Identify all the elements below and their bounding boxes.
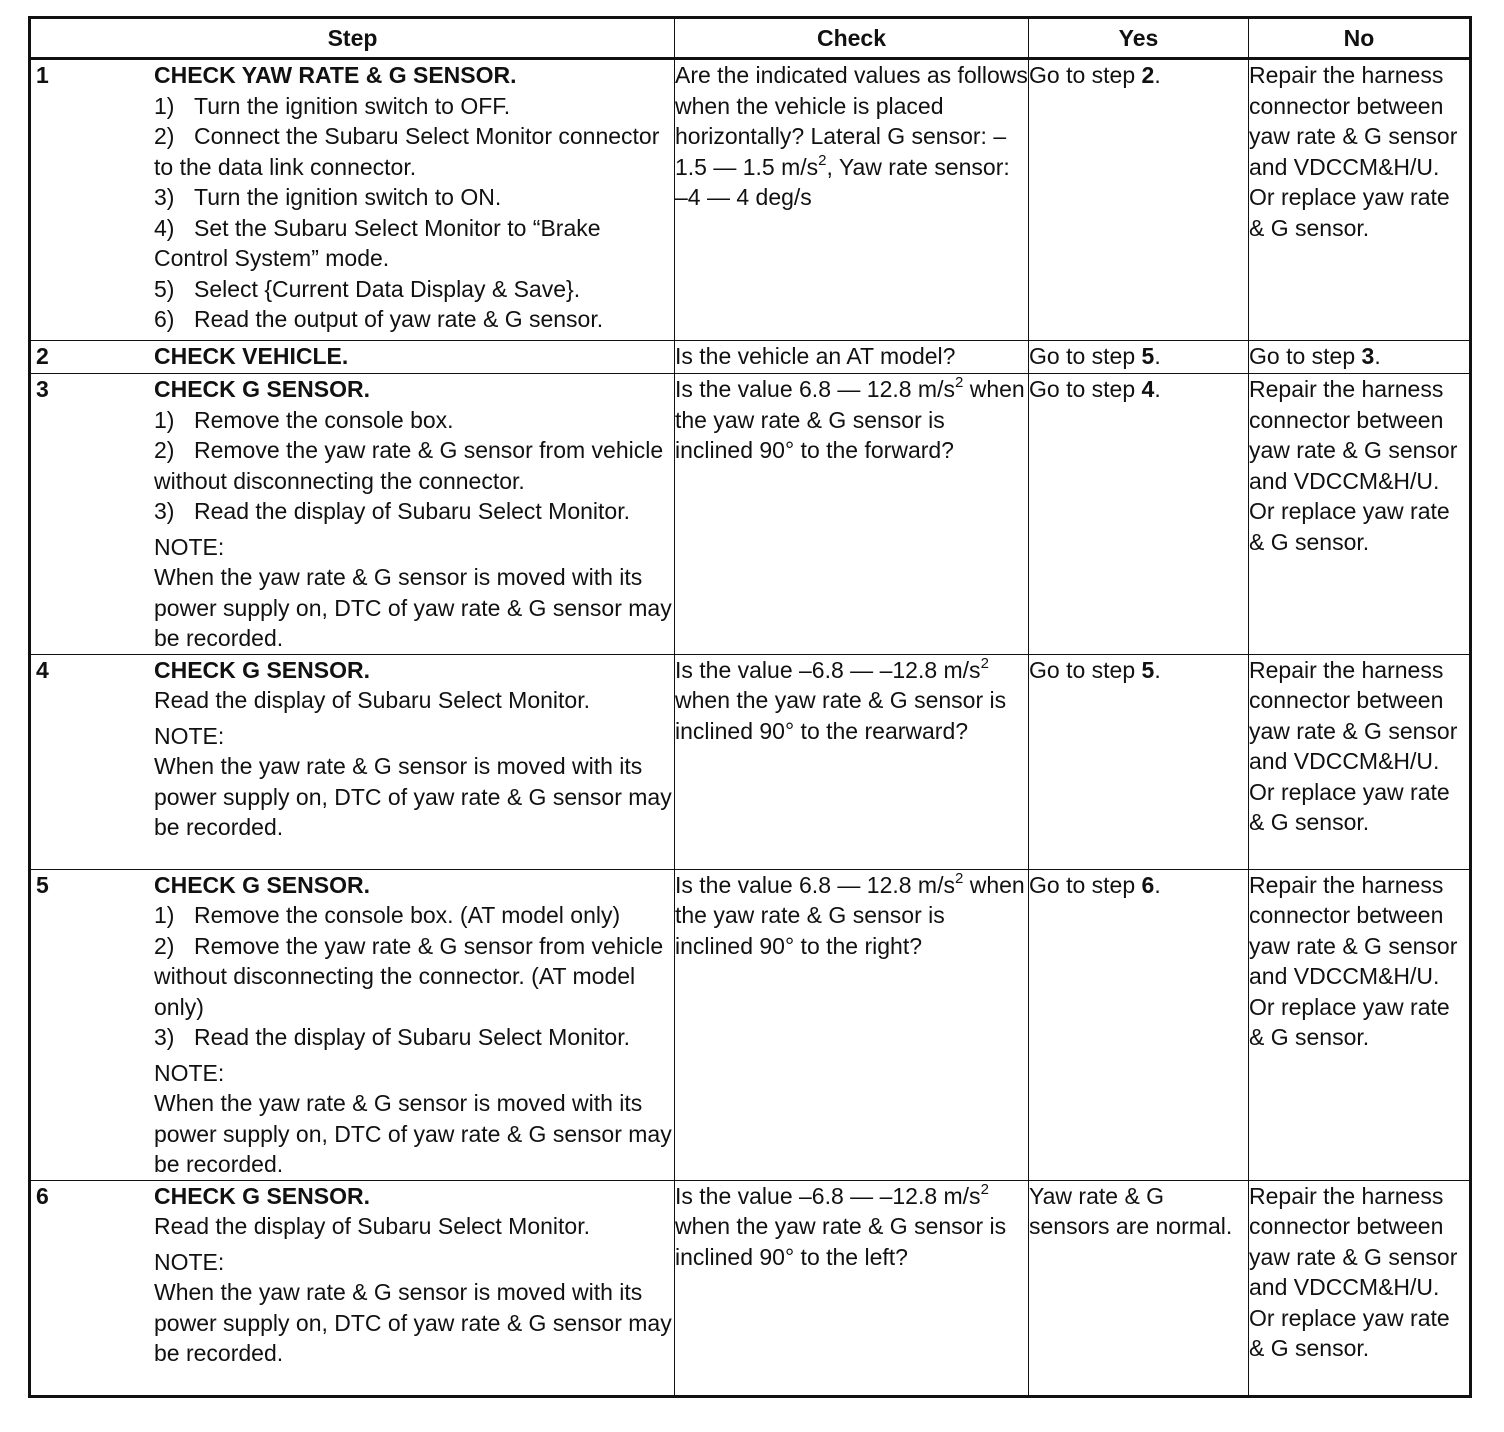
substep-text: Remove the yaw rate & G sensor from vehicle without disconnecting the connector. — [154, 437, 664, 494]
yes-cell — [1029, 341, 1249, 374]
substep-text: Set the Subaru Select Monitor to “Brake Control System” mode. — [154, 214, 601, 271]
no-cell: Repair the harness connector between yaw rate & G sensor and VDCCM&H/U. Or replace yaw rate & G sensor. — [1249, 654, 1471, 869]
substep — [154, 900, 674, 931]
substep-number: 1) — [154, 406, 175, 433]
step-instruction: Read the display of Subaru Select Monitor. — [154, 1213, 590, 1239]
substep-text: Turn the ignition switch to OFF. — [194, 92, 511, 119]
no-cell: Repair the harness connector between yaw rate & G sensor and VDCCM&H/U. Or replace yaw rate & G sensor. — [1249, 869, 1471, 1180]
step-title: CHECK G SENSOR. — [154, 656, 370, 683]
yes-suffix: . — [1154, 656, 1161, 683]
substep-text: Remove the yaw rate & G sensor from vehicle without disconnecting the connector. (AT model only) — [154, 932, 664, 1020]
check-cell — [675, 1180, 1029, 1396]
substep-number: 4) — [154, 214, 175, 241]
unit-superscript: 2 — [954, 374, 964, 391]
substep — [154, 91, 674, 122]
check-text: Is the value –6.8 — –12.8 m/s — [675, 1182, 981, 1209]
substep-number: 1) — [154, 902, 175, 928]
no-suffix: . — [1374, 343, 1381, 369]
table-row — [30, 869, 1471, 1180]
table-header-row — [30, 18, 1471, 59]
header-step: Step — [30, 18, 675, 59]
step-number: 1 — [36, 62, 49, 88]
substep-number: 3) — [154, 498, 175, 524]
header-no: No — [1249, 18, 1471, 59]
check-cell — [675, 654, 1029, 869]
step-cell — [30, 1180, 675, 1396]
step-cell — [30, 374, 675, 655]
substep — [154, 435, 674, 496]
no-cell: Repair the harness connector between yaw rate & G sensor and VDCCM&H/U. Or replace yaw rate & G sensor. — [1249, 374, 1471, 655]
step-number: 3 — [36, 376, 49, 402]
yes-cell — [1029, 374, 1249, 655]
step-title: CHECK G SENSOR. — [154, 376, 370, 402]
note-text: When the yaw rate & G sensor is moved with its power supply on, DTC of yaw rate & G sensor may be recorded. — [154, 753, 672, 840]
yes-suffix: . — [1154, 62, 1161, 88]
check-text: Is the value 6.8 — 12.8 m/s — [675, 871, 955, 898]
yes-cell — [1029, 59, 1249, 341]
no-cell: Repair the harness connector between yaw rate & G sensor and VDCCM&H/U. Or replace yaw rate & G sensor. — [1249, 1180, 1471, 1396]
substep — [154, 496, 674, 527]
no-step-ref: 3 — [1361, 343, 1375, 369]
yes-suffix: . — [1154, 376, 1161, 402]
substep-number: 1) — [154, 92, 175, 119]
substep-text: Turn the ignition switch to ON. — [194, 184, 502, 210]
table-row — [30, 1180, 1471, 1396]
note-text: When the yaw rate & G sensor is moved with its power supply on, DTC of yaw rate & G sensor may be recorded. — [154, 1279, 672, 1366]
substep — [154, 304, 674, 335]
no-cell: Repair the harness connector between yaw rate & G sensor and VDCCM&H/U. Or replace yaw rate & G sensor. — [1249, 59, 1471, 341]
step-title: CHECK G SENSOR. — [154, 871, 370, 898]
substep-text: Connect the Subaru Select Monitor connector to the data link connector. — [154, 123, 660, 180]
step-title: CHECK YAW RATE & G SENSOR. — [154, 62, 517, 88]
yes-text: Go to step — [1029, 656, 1142, 683]
table-row — [30, 374, 1471, 655]
substep-number: 5) — [154, 275, 175, 302]
check-text-cont: , Yaw rate sensor: –4 — 4 deg/s — [675, 153, 1010, 210]
substep-number: 2) — [154, 123, 175, 149]
substep-number: 6) — [154, 306, 175, 332]
check-cell: Is the vehicle an AT model? — [675, 341, 1029, 374]
check-text-cont: when the yaw rate & G sensor is inclined 90° to the forward? — [675, 376, 1025, 463]
step-number: 4 — [36, 656, 49, 683]
substep-number: 3) — [154, 184, 175, 210]
substep — [154, 931, 674, 1023]
step-cell — [30, 59, 675, 341]
yes-suffix: . — [1154, 343, 1161, 369]
check-text: Is the value –6.8 — –12.8 m/s — [675, 656, 981, 683]
yes-step-ref: 4 — [1141, 376, 1155, 402]
note-label: NOTE: — [154, 1059, 225, 1086]
table-row — [30, 654, 1471, 869]
check-text-cont: when the yaw rate & G sensor is inclined 90° to the right? — [675, 871, 1025, 959]
note-text: When the yaw rate & G sensor is moved with its power supply on, DTC of yaw rate & G sensor may be recorded. — [154, 1090, 672, 1177]
step-instruction: Read the display of Subaru Select Monitor. — [154, 687, 590, 713]
diagnostic-table — [28, 16, 1472, 1398]
yes-text: Go to step — [1029, 376, 1142, 402]
substep — [154, 405, 674, 436]
table-row — [30, 59, 1471, 341]
unit-superscript: 2 — [980, 1180, 989, 1198]
substep-text: Remove the console box. — [194, 406, 454, 433]
yes-step-ref: 5 — [1141, 656, 1155, 683]
substep-number: 2) — [154, 437, 175, 463]
step-title: CHECK G SENSOR. — [154, 1182, 370, 1209]
note-text: When the yaw rate & G sensor is moved with its power supply on, DTC of yaw rate & G sensor may be recorded. — [154, 564, 672, 651]
yes-cell — [1029, 869, 1249, 1180]
no-cell — [1249, 341, 1471, 374]
yes-text: Go to step — [1029, 62, 1142, 88]
check-text-cont: when the yaw rate & G sensor is inclined 90° to the left? — [675, 1213, 1007, 1270]
substep-text: Read the output of yaw rate & G sensor. — [194, 306, 604, 332]
step-number: 2 — [36, 343, 49, 369]
note-label: NOTE: — [154, 722, 225, 749]
unit-superscript: 2 — [980, 654, 989, 672]
check-cell — [675, 869, 1029, 1180]
yes-step-ref: 5 — [1141, 343, 1155, 369]
substep — [154, 182, 674, 213]
check-cell — [675, 59, 1029, 341]
step-number: 5 — [36, 871, 49, 898]
substep — [154, 121, 674, 182]
table-row — [30, 341, 1471, 374]
step-cell — [30, 341, 675, 374]
step-cell — [30, 654, 675, 869]
check-cell — [675, 374, 1029, 655]
yes-text: Go to step — [1029, 343, 1142, 369]
substep-text: Read the display of Subaru Select Monitor. — [194, 1024, 630, 1050]
substep-text: Remove the console box. (AT model only) — [194, 902, 621, 928]
header-yes: Yes — [1029, 18, 1249, 59]
substep-number: 2) — [154, 932, 175, 959]
yes-suffix: . — [1154, 871, 1161, 898]
substep — [154, 1022, 674, 1053]
step-number: 6 — [36, 1182, 49, 1209]
substep-number: 3) — [154, 1024, 175, 1050]
substep-text: Read the display of Subaru Select Monitor. — [194, 498, 630, 524]
yes-cell — [1029, 654, 1249, 869]
check-text: Is the value 6.8 — 12.8 m/s — [675, 376, 955, 402]
yes-cell: Yaw rate & G sensors are normal. — [1029, 1180, 1249, 1396]
note-label: NOTE: — [154, 1248, 225, 1275]
check-text: Are the indicated values as follows when the vehicle is placed horizontally? Lateral G sensor: –1.5 — 1.5 m/s — [675, 62, 1028, 180]
substep — [154, 274, 674, 305]
step-title: CHECK VEHICLE. — [154, 343, 349, 369]
unit-superscript: 2 — [954, 869, 964, 887]
substep — [154, 213, 674, 274]
unit-superscript: 2 — [818, 151, 827, 169]
no-text: Go to step — [1249, 343, 1362, 369]
step-cell — [30, 869, 675, 1180]
check-text-cont: when the yaw rate & G sensor is inclined 90° to the rearward? — [675, 687, 1007, 744]
yes-step-ref: 2 — [1141, 62, 1155, 88]
note-label: NOTE: — [154, 533, 225, 560]
substep-text: Select {Current Data Display & Save}. — [194, 275, 581, 302]
yes-step-ref: 6 — [1141, 871, 1155, 898]
header-check: Check — [675, 18, 1029, 59]
yes-text: Go to step — [1029, 871, 1142, 898]
